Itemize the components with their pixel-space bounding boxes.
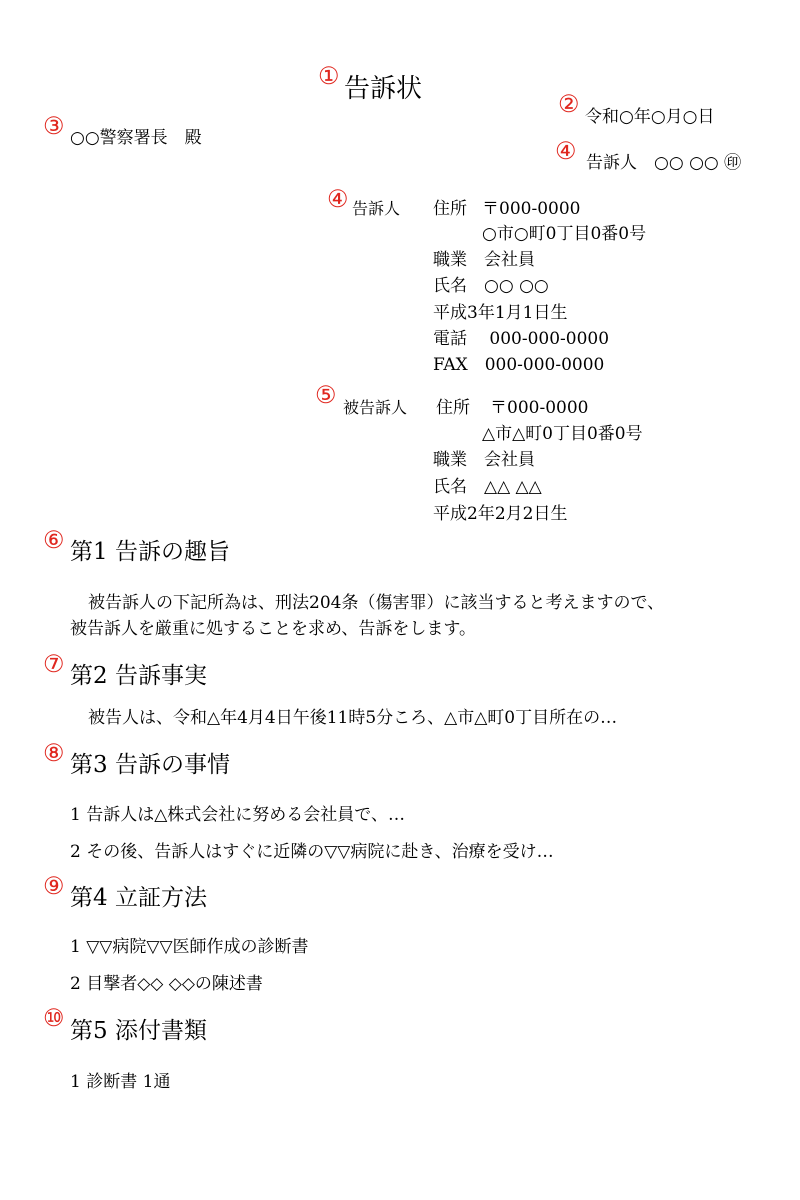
complainant-signature: 告訴人 ○○ ○○ ㊞: [586, 153, 742, 173]
section-heading-3: 第3 告訴の事情: [70, 752, 230, 778]
complainant-fax: FAX 000-000-0000: [433, 355, 605, 375]
marker-4-signature: ④: [555, 137, 577, 165]
complainant-address: ○市○町0丁目0番0号: [482, 224, 647, 244]
marker-7: ⑦: [43, 650, 65, 678]
section-4-line-2: 2 目撃者◇◇ ◇◇の陳述書: [70, 974, 263, 994]
section-3-line-2: 2 その後、告訴人はすぐに近隣の▽▽病院に赴き、治療を受け…: [70, 842, 554, 862]
section-heading-5: 第5 添付書類: [70, 1018, 207, 1044]
accused-address: △市△町0丁目0番0号: [482, 424, 643, 444]
marker-9: ⑨: [43, 872, 65, 900]
marker-8: ⑧: [43, 739, 65, 767]
complainant-birthdate: 平成3年1月1日生: [433, 303, 568, 323]
section-3-line-1: 1 告訴人は△株式会社に努める会社員で、…: [70, 805, 405, 825]
accused-postal-code: 〒000-0000: [490, 398, 589, 418]
accused-address-label: 住所: [436, 398, 470, 418]
document-title: 告訴状: [344, 74, 423, 104]
section-2-line-1: 被告人は、令和△年4月4日午後11時5分ころ、△市△町0丁目所在の…: [88, 708, 618, 728]
marker-2: ②: [558, 90, 580, 118]
section-5-line-1: 1 診断書 1通: [70, 1072, 171, 1092]
marker-1: ①: [318, 62, 340, 90]
filing-date: 令和○年○月○日: [585, 107, 715, 127]
complainant-postal-code: 〒000-0000: [482, 199, 581, 219]
marker-5: ⑤: [315, 381, 337, 409]
section-heading-4: 第4 立証方法: [70, 885, 207, 911]
complainant-phone: 電話 000-000-0000: [433, 329, 610, 349]
marker-4-complainant: ④: [327, 185, 349, 213]
marker-6: ⑥: [43, 526, 65, 554]
complainant-address-label: 住所: [433, 199, 467, 219]
complainant-occupation: 職業 会社員: [433, 250, 535, 270]
marker-3: ③: [43, 112, 65, 140]
complainant-name: 氏名 ○○ ○○: [433, 276, 549, 296]
section-heading-2: 第2 告訴事実: [70, 663, 207, 689]
accused-occupation: 職業 会社員: [433, 450, 535, 470]
section-1-line-2: 被告訴人を厳重に処することを求め、告訴をします。: [70, 619, 476, 639]
section-4-line-1: 1 ▽▽病院▽▽医師作成の診断書: [70, 937, 309, 957]
section-1-line-1: 被告訴人の下記所為は、刑法204条（傷害罪）に該当すると考えますので、: [88, 593, 665, 613]
section-heading-1: 第1 告訴の趣旨: [70, 539, 230, 565]
accused-role: 被告訴人: [343, 398, 408, 417]
complainant-role: 告訴人: [352, 199, 401, 218]
marker-10: ⑩: [43, 1004, 65, 1032]
accused-birthdate: 平成2年2月2日生: [433, 504, 568, 524]
addressee: ○○警察署長 殿: [70, 128, 202, 148]
accused-name: 氏名 △△ △△: [433, 477, 542, 497]
